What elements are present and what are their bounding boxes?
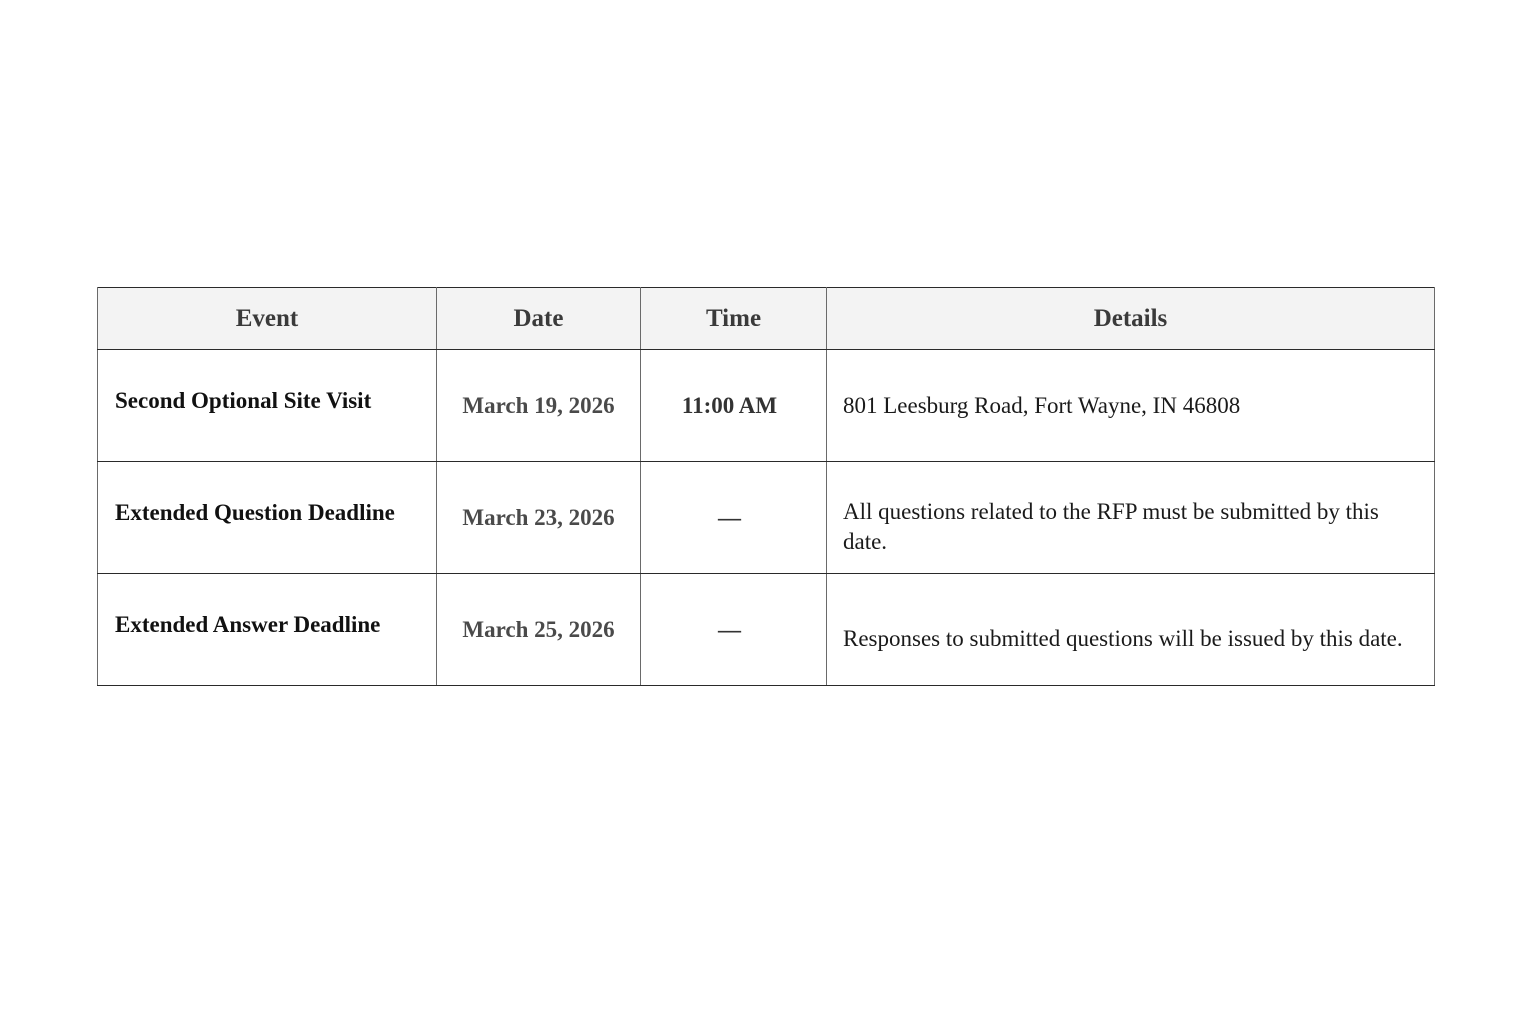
event-cell: Extended Question Deadline — [98, 462, 437, 574]
date-cell: March 19, 2026 — [437, 350, 641, 462]
table-header — [98, 288, 1435, 350]
details-cell: All questions related to the RFP must be submitted by this date. — [827, 462, 1435, 574]
details-cell: Responses to submitted questions will be issued by this date. — [827, 574, 1435, 686]
header-event: Event — [98, 288, 437, 350]
time-cell: — — [641, 574, 827, 686]
table-body — [98, 350, 1435, 686]
time-cell: 11:00 AM — [641, 350, 827, 462]
header-details: Details — [827, 288, 1435, 350]
details-cell: 801 Leesburg Road, Fort Wayne, IN 46808 — [827, 350, 1435, 462]
schedule-table — [97, 287, 1435, 686]
table-row — [98, 574, 1435, 686]
table-row — [98, 462, 1435, 574]
header-time: Time — [641, 288, 827, 350]
event-cell: Extended Answer Deadline — [98, 574, 437, 686]
header-date: Date — [437, 288, 641, 350]
date-cell: March 25, 2026 — [437, 574, 641, 686]
time-cell: — — [641, 462, 827, 574]
table-row — [98, 350, 1435, 462]
event-cell: Second Optional Site Visit — [98, 350, 437, 462]
header-row — [98, 288, 1435, 350]
date-cell: March 23, 2026 — [437, 462, 641, 574]
